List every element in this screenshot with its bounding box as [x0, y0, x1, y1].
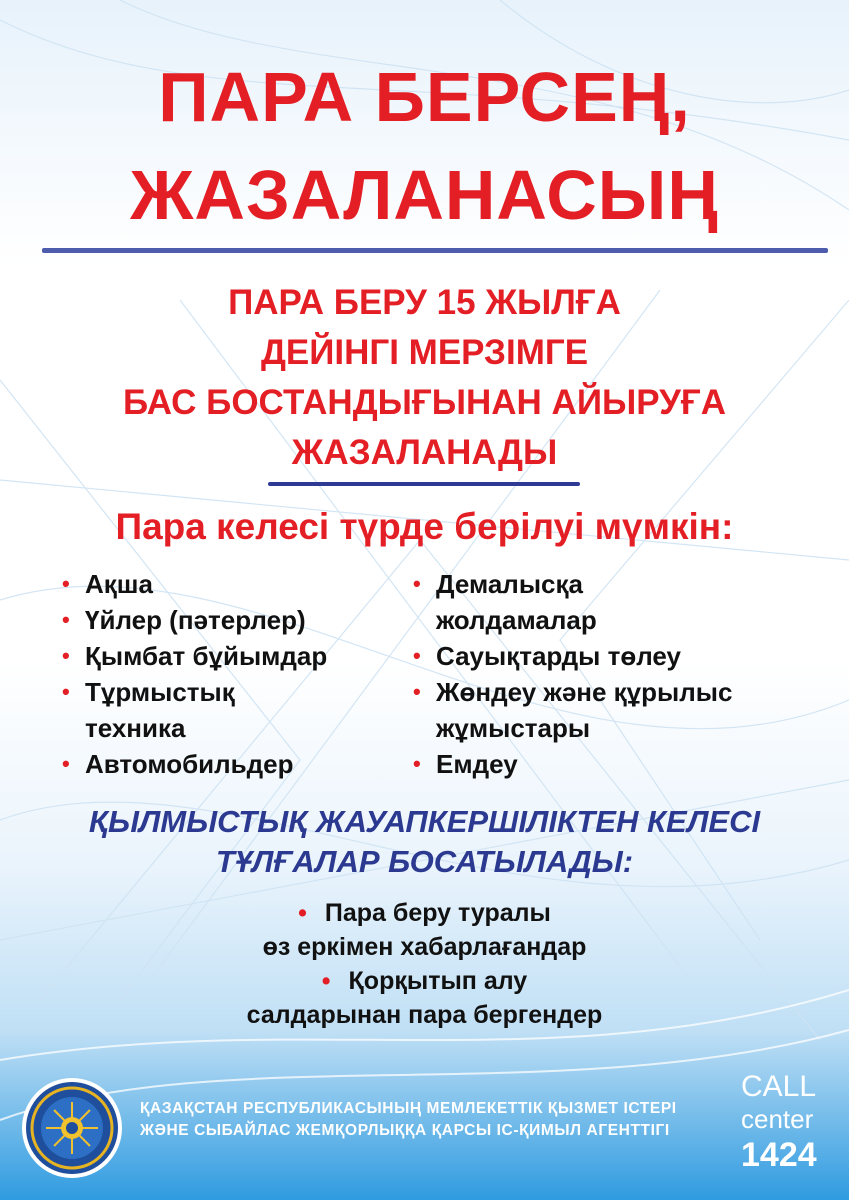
- exemption-item-1-line-1: Пара беру туралы: [324, 899, 551, 927]
- list-item-text: Емдеу: [436, 749, 518, 779]
- bullet: •: [413, 679, 421, 704]
- list-item-text: жұмыстары: [436, 713, 591, 743]
- list-item-text: техника: [85, 713, 186, 743]
- bullet: •: [321, 967, 331, 995]
- list-item: [413, 566, 732, 638]
- call-center-label-1: CALL: [741, 1070, 817, 1103]
- bribe-forms-list-left: [62, 566, 327, 782]
- title-line-1: ПАРА БЕРСЕҢ,: [158, 58, 691, 136]
- bullet: •: [62, 571, 70, 596]
- bullet: •: [62, 643, 70, 668]
- list-item-text: Үйлер (пәтерлер): [85, 605, 306, 635]
- list-item: [62, 674, 327, 746]
- forms-heading: Пара келесі түрде берілуі мүмкін:: [115, 506, 734, 547]
- list-item: [62, 638, 327, 674]
- list-item-text: Қымбат бұйымдар: [85, 641, 328, 671]
- warning-line-3: БАС БОСТАНДЫҒЫНАН АЙЫРУҒА: [122, 383, 727, 422]
- exemption-item-1: [0, 901, 849, 926]
- list-item: [62, 566, 327, 602]
- list-item-text: жолдамалар: [436, 605, 597, 635]
- exemption-item-2-line-2: салдарынан пара бергендер: [246, 1001, 603, 1029]
- list-item: [62, 746, 327, 782]
- bullet: •: [298, 899, 307, 927]
- exemption-heading-line-2: ТҰЛҒАЛАР БОСАТЫЛАДЫ:: [215, 844, 634, 879]
- list-item: [413, 638, 732, 674]
- list-item-text: Жөндеу және құрылыс: [436, 677, 733, 707]
- warning-line-2: ДЕЙІНГІ МЕРЗІМГЕ: [260, 333, 589, 372]
- agency-emblem-logo: [20, 1076, 124, 1180]
- warning-line-4: ЖАЗАЛАНАДЫ: [291, 433, 558, 472]
- call-center-number: 1424: [741, 1136, 817, 1174]
- list-item-text: Сауықтарды төлеу: [436, 641, 681, 671]
- bullet: •: [62, 751, 70, 776]
- bullet: •: [62, 679, 70, 704]
- list-item-text: Демалысқа: [436, 569, 583, 599]
- exemption-item-1-line-2: өз еркімен хабарлағандар: [262, 933, 587, 961]
- title-line-2: ЖАЗАЛАНАСЫҢ: [130, 156, 719, 234]
- list-item: [413, 746, 732, 782]
- list-item: [62, 602, 327, 638]
- exemption-item-2-line-1: Қорқытып алу: [348, 967, 528, 995]
- bullet: •: [413, 571, 421, 596]
- list-item-text: Автомобильдер: [85, 749, 294, 779]
- divider-short: [268, 482, 580, 486]
- bribe-forms-list-right: [413, 566, 732, 782]
- divider: [42, 248, 828, 253]
- exemption-item-2: [0, 969, 849, 994]
- list-item: [413, 674, 732, 746]
- bullet: •: [413, 751, 421, 776]
- warning-line-1: ПАРА БЕРУ 15 ЖЫЛҒА: [228, 283, 621, 322]
- bullet: •: [62, 607, 70, 632]
- bullet: •: [413, 643, 421, 668]
- agency-name-line-2: ЖӘНЕ СЫБАЙЛАС ЖЕМҚОРЛЫҚҚА ҚАРСЫ ІС-ҚИМЫЛ АГЕНТТІГІ: [140, 1122, 670, 1139]
- list-item-text: Тұрмыстық: [85, 677, 235, 707]
- call-center-label-2: center: [741, 1104, 814, 1134]
- list-item-text: Ақша: [85, 569, 153, 599]
- agency-name-line-1: ҚАЗАҚСТАН РЕСПУБЛИКАСЫНЫҢ МЕМЛЕКЕТТІК ҚЫЗМЕТ ІСТЕРІ: [140, 1100, 677, 1117]
- exemption-heading-line-1: ҚЫЛМЫСТЫҚ ЖАУАПКЕРШІЛІКТЕН КЕЛЕСІ: [88, 804, 761, 839]
